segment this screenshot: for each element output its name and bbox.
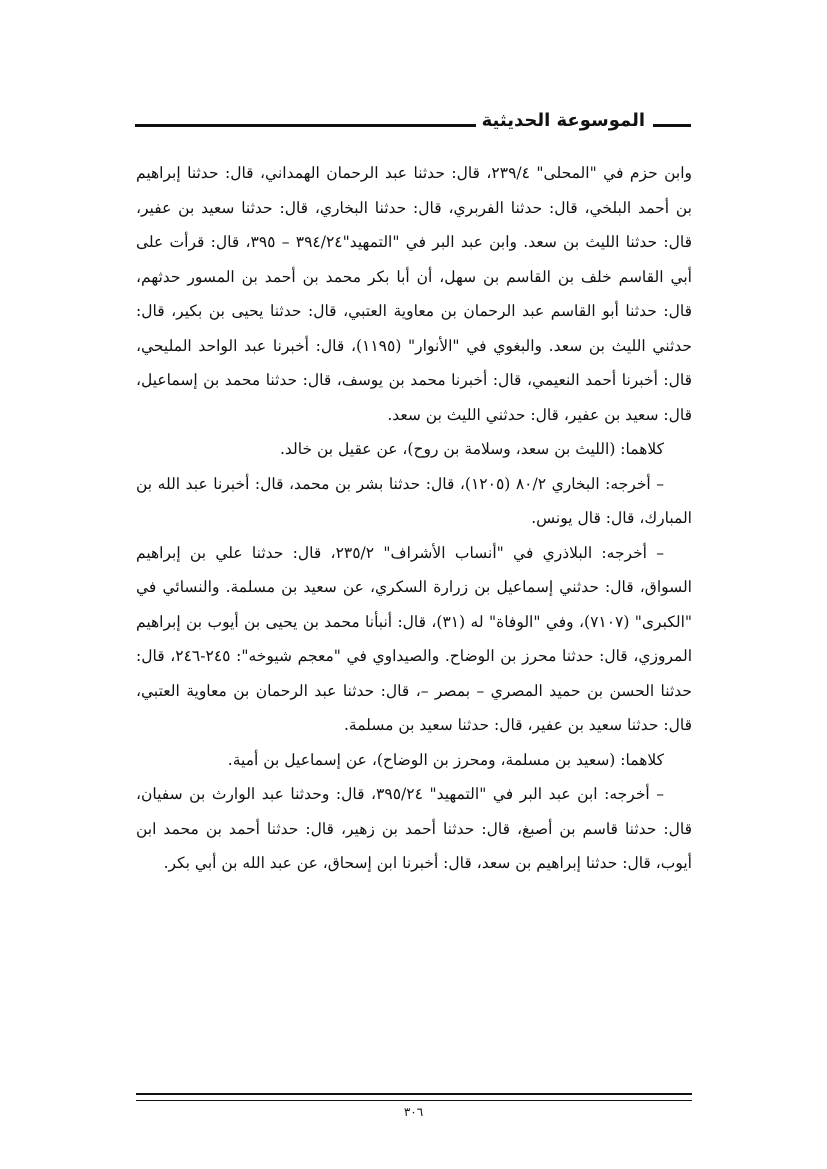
running-header bbox=[135, 108, 691, 148]
header-rule-right bbox=[653, 124, 691, 127]
paragraph-both-layth: كلاهما: (الليث بن سعد، وسلامة بن روح)، عن عقيل بن خالد. bbox=[279, 440, 664, 458]
paragraph-ibn-hazm: وابن حزم في "المحلى" ٢٣٩/٤، قال: حدثنا عبد الرحمان الهمداني، قال: حدثنا إبراهيم بن أحمد البلخي، قال: حدثنا الفربري، قال: حدثنا البخاري، قال: حدثنا سعيد بن عفير، قال: حدثنا الليث بن سعد. وابن عبد البر في "التمهيد"٣٩٤/٢٤ – ٣٩٥، قال: قرأت على أبي القاسم خلف بن القاسم بن سهل، أن أبا بكر محمد بن أحمد بن المسور حدثهم، قال: حدثنا أبو القاسم عبد الرحمان بن معاوية العتبي، قال: حدثنا يحيى بن بكير، قال: حدثني الليث بن سعد. والبغوي في "الأنوار" (١١٩٥)، قال: أخبرنا عبد الواحد المليحي، قال: أخبرنا أحمد النعيمي، قال: أخبرنا محمد بن يوسف، قال: حدثنا محمد بن إسماعيل، قال: سعيد بن عفير، قال: حدثني الليث بن سعد. bbox=[136, 164, 693, 424]
header-title: الموسوعة الحديثية bbox=[476, 108, 651, 134]
paragraph-ibn-abd-al-barr: – أخرجه: ابن عبد البر في "التمهيد" ٣٩٥/٢٤، قال: وحدثنا عبد الوارث بن سفيان، قال: حدثنا قاسم بن أصبغ، قال: حدثنا أحمد بن زهير، قال: حدثنا أحمد بن محمد ابن أيوب، قال: حدثنا إبراهيم بن سعد، قال: أخبرنا ابن إسحاق، عن عبد الله بن أبي بكر. bbox=[136, 785, 692, 872]
paragraph-bukhari: – أخرجه: البخاري ٨٠/٢ (١٢٠٥)، قال: حدثنا بشر بن محمد، قال: أخبرنا عبد الله بن المبارك، قال: قال يونس. bbox=[136, 474, 692, 527]
page-number: ٣٠٦ bbox=[403, 1105, 424, 1119]
page-body bbox=[136, 156, 692, 881]
footer-rule bbox=[136, 1093, 692, 1101]
paragraph-both-said: كلاهما: (سعيد بن مسلمة، ومحرز بن الوضاح)، عن إسماعيل بن أمية. bbox=[227, 750, 664, 769]
paragraph-baladhuri: – أخرجه: البلاذري في "أنساب الأشراف" ٢٣٥/٢، قال: حدثنا علي بن إبراهيم السواق، قال: حدثني إسماعيل بن زرارة السكري، عن سعيد بن مسلمة. والنسائي في "الكبرى" (٧١٠٧)، وفي "الوفاة" له (٣١)، قال: أنبأنا محمد بن يحيى بن أيوب بن إبراهيم المروزي، قال: حدثنا محرز بن الوضاح. والصيداوي في "معجم شيوخه": ٢٤٥-٢٤٦، قال: حدثنا الحسن بن حميد المصري – بمصر –، قال: حدثنا عبد الرحمان بن معاوية العتبي، قال: حدثنا سعيد بن عفير، قال: حدثنا سعيد بن مسلمة. bbox=[136, 543, 693, 734]
header-rule-left bbox=[135, 124, 507, 127]
